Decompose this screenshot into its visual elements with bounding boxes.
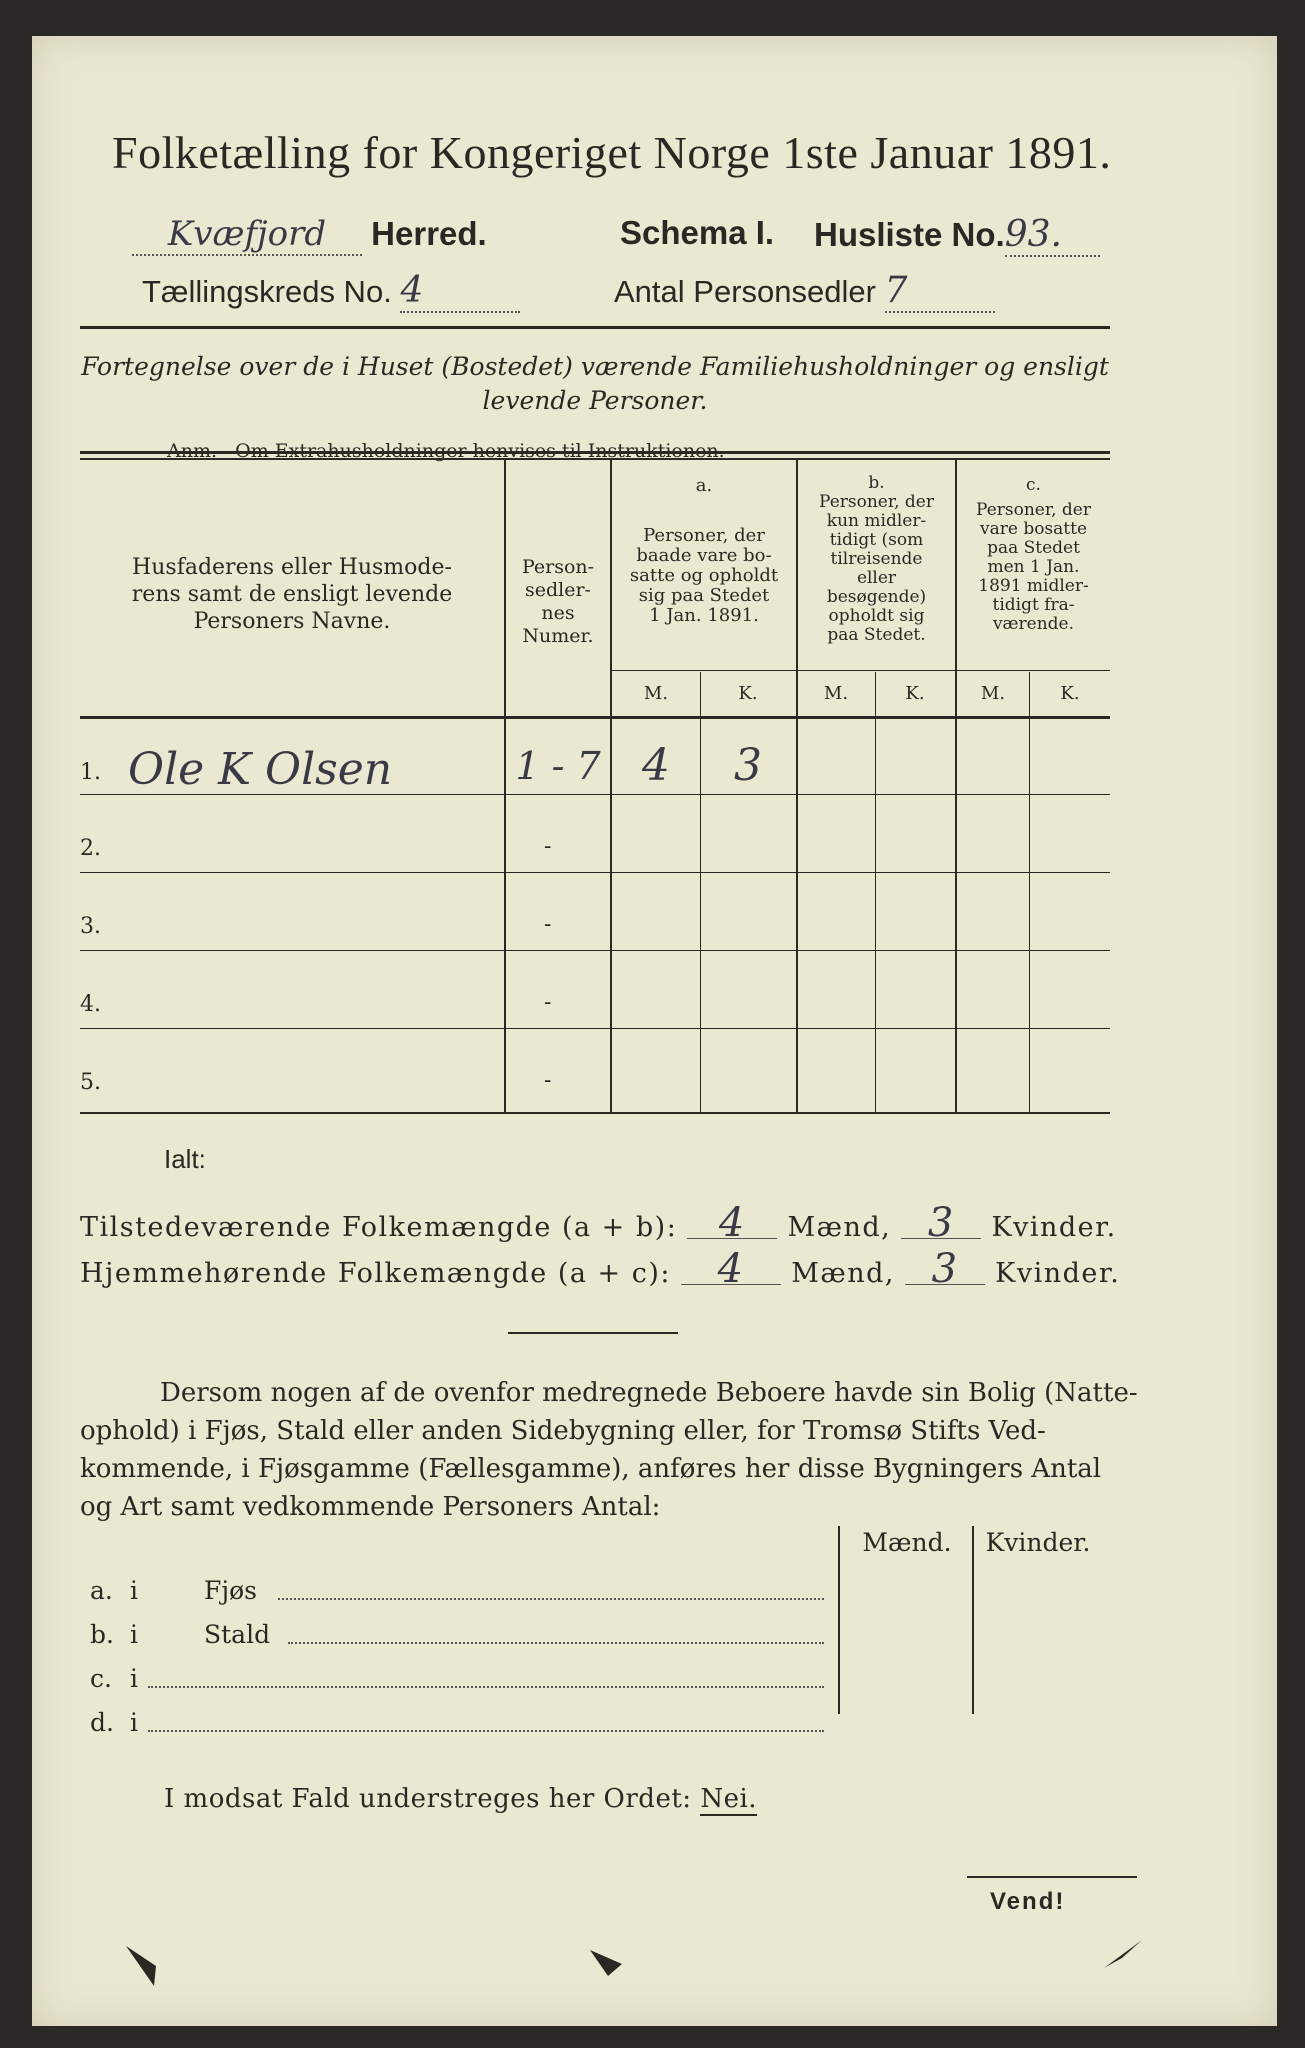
- hjemme-maend: Mænd,: [791, 1258, 895, 1289]
- row-1-persons: 1 - 7: [515, 744, 601, 788]
- corner-mark-center: [582, 1942, 632, 1992]
- row-line-2: [80, 872, 1110, 873]
- row-5-persons: -: [544, 1068, 552, 1093]
- item-a-i: i: [130, 1576, 138, 1605]
- item-a-letter: a.: [90, 1576, 113, 1605]
- col-c-line7: værende.: [992, 614, 1075, 634]
- item-b-dots: [288, 1642, 824, 1644]
- hjemme-kvinder: Kvinder.: [995, 1258, 1121, 1289]
- bygning-paragraph: [80, 1374, 1138, 1526]
- col-c-line1: Personer, der: [976, 500, 1091, 520]
- intro-line1: Fortegnelse over de i Huset (Bostedet) værende Familiehusholdninger og ensligt: [81, 352, 1109, 381]
- herred-line: [132, 214, 487, 256]
- col-num-header: [506, 556, 610, 648]
- kreds-line: [142, 270, 520, 313]
- item-d-letter: d.: [90, 1708, 114, 1737]
- census-form-page: [32, 36, 1277, 2026]
- modsat-line: [164, 1784, 757, 1814]
- col-c-line4: men 1 Jan.: [987, 557, 1080, 577]
- hjemme-m: 4: [681, 1254, 781, 1285]
- vend-label: Vend!: [990, 1888, 1066, 1915]
- bygning-line1: Dersom nogen af de ovenfor medregnede Beboere havde sin Bolig (Natte-: [160, 1378, 1138, 1408]
- separator-rule: [508, 1332, 678, 1334]
- col-num-line3: nes: [541, 602, 575, 624]
- row-1-num: 1.: [80, 760, 101, 785]
- col-num-line2: sedler-: [525, 579, 591, 601]
- col-a-line2: baade vare bo-: [636, 545, 772, 566]
- tilstede-label: Tilstedeværende Folkemængde (a + b):: [80, 1212, 678, 1243]
- table-top-rule: [80, 451, 1110, 454]
- row-1-name: Ole K Olsen: [128, 744, 393, 795]
- col-c-header: [957, 476, 1110, 634]
- herred-value: Kvæfjord: [132, 214, 362, 256]
- schema-label: Schema I.: [620, 214, 775, 251]
- col-b-line4: tilreisende: [830, 549, 923, 569]
- item-c-letter: c.: [90, 1664, 112, 1693]
- hjemme-line: [80, 1246, 1121, 1292]
- col-c-line5: 1891 midler-: [978, 576, 1089, 596]
- header-rule: [80, 326, 1110, 329]
- col-a-line3: satte og opholdt: [629, 565, 779, 586]
- col-b-line7: opholdt sig: [828, 606, 925, 626]
- col-b-line5: eller: [856, 568, 897, 588]
- small-kvinder-head: Kvinder.: [985, 1528, 1091, 1557]
- hjemme-k: 3: [905, 1254, 985, 1285]
- bygning-line2: ophold) i Fjøs, Stald eller anden Sidebygning eller, for Tromsø Stifts Ved-: [80, 1416, 1046, 1446]
- col-b-header: [798, 474, 955, 645]
- row-2-persons: -: [544, 834, 552, 859]
- row-4-num: 4.: [80, 992, 101, 1017]
- row-1-a-k: 3: [734, 740, 762, 791]
- col-num-line1: Person-: [521, 556, 595, 578]
- modsat-text: I modsat Fald understreges her Ordet:: [164, 1784, 692, 1814]
- small-maend-head: Mænd.: [862, 1528, 952, 1557]
- item-b-letter: b.: [90, 1620, 114, 1649]
- row-3-persons: -: [544, 912, 552, 937]
- col-b-line6: besøgende): [826, 587, 927, 607]
- col-c-line3: paa Stedet: [987, 538, 1080, 558]
- col-a-line1: Personer, der: [643, 525, 765, 546]
- intro-line2: levende Personer.: [482, 386, 708, 415]
- herred-label: Herred.: [371, 215, 487, 252]
- col-divider-a-mk: [700, 672, 701, 1112]
- row-1-a-m: 4: [642, 740, 670, 791]
- corner-mark-right: [1092, 1932, 1152, 1982]
- col-divider-c-mk: [1029, 672, 1030, 1112]
- col-b-line2: kun midler-: [826, 511, 927, 531]
- personsedler-value: 7: [885, 270, 995, 313]
- small-table-divider-2: [972, 1526, 974, 1714]
- col-name-line3: Personers Navne.: [193, 609, 391, 634]
- col-b-m: M.: [823, 683, 849, 704]
- row-2-num: 2.: [80, 836, 101, 861]
- vend-rule: [967, 1876, 1137, 1878]
- nei-word: Nei.: [700, 1784, 758, 1814]
- col-c-m: M.: [980, 683, 1006, 704]
- husliste-value: 93.: [1005, 214, 1100, 257]
- tilstede-m: 4: [687, 1208, 777, 1239]
- tilstede-maend: Mænd,: [787, 1212, 892, 1243]
- col-num-line4: Numer.: [522, 625, 594, 647]
- tilstede-k: 3: [901, 1208, 981, 1239]
- col-b-line8: paa Stedet.: [827, 625, 926, 645]
- small-table-divider-1: [838, 1526, 840, 1714]
- row-line-3: [80, 950, 1110, 951]
- kreds-value: 4: [400, 270, 520, 313]
- bygning-line4: og Art samt vedkommende Personers Antal:: [80, 1492, 661, 1522]
- item-d-i: i: [130, 1708, 138, 1737]
- item-c-i: i: [130, 1664, 138, 1693]
- tilstede-kvinder: Kvinder.: [991, 1212, 1117, 1243]
- col-b-k: K.: [905, 683, 925, 704]
- col-c-line2: vare bosatte: [979, 519, 1088, 539]
- item-c-dots: [148, 1686, 824, 1688]
- col-a-k: K.: [738, 683, 758, 704]
- bygning-line3: kommende, i Fjøsgamme (Fællesgamme), anføres her disse Bygningers Antal: [80, 1454, 1102, 1484]
- row-line-4: [80, 1028, 1110, 1029]
- col-a-letter: a.: [695, 475, 713, 496]
- husliste-line: [814, 214, 1100, 257]
- item-b-i: i: [130, 1620, 138, 1649]
- col-name-line2: rens samt de ensligt levende: [131, 582, 453, 607]
- col-b-line3: tidigt (som: [829, 530, 924, 550]
- item-a-dots: [278, 1598, 824, 1600]
- tilstede-line: [80, 1200, 1117, 1246]
- personsedler-label: Antal Personsedler: [614, 274, 876, 309]
- col-divider-b-mk: [875, 672, 876, 1112]
- ialt-label: Ialt:: [164, 1144, 206, 1174]
- col-c-letter: c.: [1026, 475, 1041, 495]
- personsedler-line: [614, 270, 995, 313]
- col-a-line4: sig paa Stedet: [638, 585, 770, 606]
- mk-subheader-rule: [612, 670, 1110, 671]
- col-b-line1: Personer, der: [819, 492, 934, 512]
- hjemme-label: Hjemmehørende Folkemængde (a + c):: [80, 1258, 671, 1289]
- item-b-label: Stald: [204, 1620, 271, 1649]
- col-a-header: [612, 476, 796, 626]
- item-a-label: Fjøs: [204, 1576, 257, 1605]
- row-5-num: 5.: [80, 1070, 101, 1095]
- col-name-line1: Husfaderens eller Husmode-: [132, 555, 452, 580]
- row-4-persons: -: [544, 990, 552, 1015]
- col-name-header: [82, 554, 502, 635]
- col-c-line6: tidigt fra-: [992, 595, 1075, 615]
- col-a-line5: 1 Jan. 1891.: [649, 605, 759, 626]
- col-b-letter: b.: [868, 473, 885, 493]
- corner-mark-left: [116, 1936, 176, 1996]
- husliste-label: Husliste No.: [814, 216, 1005, 253]
- col-a-m: M.: [643, 683, 669, 704]
- item-d-dots: [148, 1730, 824, 1732]
- kreds-label: Tællingskreds No.: [142, 274, 392, 309]
- col-c-k: K.: [1060, 683, 1080, 704]
- form-title: Folketælling for Kongeriget Norge 1ste Januar 1891.: [112, 127, 1112, 178]
- row-3-num: 3.: [80, 914, 101, 939]
